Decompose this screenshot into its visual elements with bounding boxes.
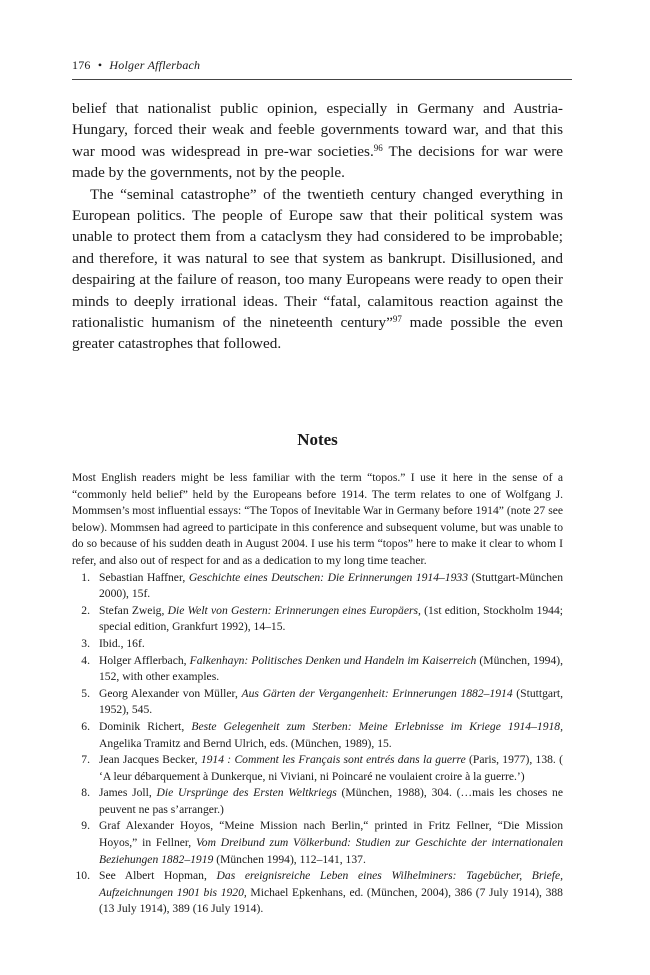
note-item [72, 570, 563, 603]
note-title: Die Welt von Gestern: Erinnerungen eines Europäers, [167, 603, 421, 617]
running-head-author: Holger Afflerbach [109, 58, 201, 72]
note-text: Holger Afflerbach, [99, 653, 190, 667]
header-separator: • [97, 58, 103, 72]
notes-heading: Notes [297, 430, 338, 449]
note-title: Die Ursprünge des Ersten Weltkriegs [156, 786, 337, 800]
note-text: Graf Alexander Hoyos, “Meine Mission nach Berlin,“ printed in Fritz Fellner, “Die Mission Hoyos,” in Fellner, [99, 819, 563, 850]
note-number: 6. [81, 719, 90, 733]
note-text: (Stuttgart-München 2000), 15f. [99, 570, 563, 601]
note-item [72, 752, 563, 785]
note-item [72, 686, 563, 719]
note-text: Stefan Zweig, [99, 603, 168, 617]
note-text: James Joll, [99, 786, 157, 800]
note-item [72, 653, 563, 686]
footnote-ref-97[interactable]: 97 [392, 314, 402, 325]
notes-list [72, 570, 563, 918]
paragraph-2-tail: made possible the even greater catastrophes that followed. [72, 314, 564, 353]
paragraph-1-tail: The decisions for war were made by the governments, not by the people. [72, 142, 563, 182]
note-number: 9. [81, 819, 90, 833]
note-title: 1914 : Comment les Français sont entrés dans la guerre [200, 753, 466, 767]
note-text: (Paris, 1977), 138. ( ‘A leur débarquement à Dunkerque, ni Viviani, ni Poincaré ne voulaient croire à la guerre.’) [99, 753, 563, 783]
note-title: Falkenhayn: Politisches Denken und Handeln im Kaiserreich [189, 653, 477, 667]
note-title: Aus Gärten der Vergangenheit: Erinnerungen 1882–1914 [241, 686, 513, 700]
note-item [72, 785, 563, 818]
note-number: 4. [81, 653, 90, 667]
footnote-ref-96[interactable]: 96 [373, 142, 383, 153]
note-number: 2. [81, 603, 90, 617]
note-text: Jean Jacques Becker, [99, 753, 201, 767]
note-text: (München 1994), 112–141, 137. [213, 852, 366, 866]
note-item [72, 818, 563, 868]
note-number: 10. [75, 869, 90, 883]
running-head [72, 58, 200, 73]
note-text: Georg Alexander von Müller, [99, 686, 242, 700]
note-item [72, 636, 563, 653]
paragraph-1-text: belief that nationalist public opinion, especially in Germany and Austria-Hungary, forced their weak and feeble governments toward war, and that this war mood was widespread in pre-war societies. [72, 100, 563, 160]
note-item [72, 603, 563, 636]
note-number: 3. [81, 636, 90, 650]
note-text: See Albert Hopman, [99, 869, 217, 883]
note-number: 5. [81, 686, 90, 700]
note-text: (München, 1994), 152, with other examples. [99, 653, 564, 684]
paragraph-2-text: The “seminal catastrophe” of the twentieth century changed everything in European politics. The people of Europe saw that their political system was unable to protect them from a cataclysm they had considered to be improbable; and therefore, it was natural to see that system as bankrupt. Disillusioned, and despairing at the failure of reason, too many Europeans were ready to open their minds to deeply irrational ideas. Their “fatal, calamitous reaction against the rationalistic humanism of the nineteenth century” [72, 185, 563, 332]
note-text: (Stuttgart, 1952), 545. [99, 686, 564, 717]
note-text: Michael Epkenhans, ed. (München, 2004), 386 (7 July 1914), 388 (13 July 1914), 389 (16 July 1914). [99, 885, 563, 916]
notes-intro: Most English readers might be less familiar with the term “topos.” I use it here in the sense of a “commonly held belief” held by the Europeans before 1914. The term relates to one of Wolfgang J. Mommsen’s most influential essays: “The Topos of Inevitable War in Germany before 1914” (note 27 see below). Mommsen had agreed to participate in this conference and subsequent volume, but was unable to do so because of his sudden death in August 2004. I use his term “topos” here to make it clear to whom I refer, and also out of respect for and as a dedication to my long time teacher. [72, 471, 563, 567]
note-title: Vom Dreibund zum Völkerbund: Studien zur Geschichte der internationalen Beziehungen 1882–1919 [99, 836, 563, 866]
paragraph-1 [72, 98, 563, 184]
note-title: Das ereignisreiche Leben eines Wilhelminers: Tagebücher, Briefe, Aufzeichnungen 1901 bis 1920, [99, 869, 563, 899]
note-item [72, 868, 563, 918]
notes-section [72, 470, 563, 918]
page-number: 176 [72, 58, 91, 72]
body-text [72, 98, 563, 355]
note-text: Angelika Tramitz and Bernd Ulrich, eds. (München, 1989), 15. [99, 736, 392, 750]
note-number: 7. [81, 753, 90, 767]
note-number: 8. [81, 786, 90, 800]
note-title: Geschichte eines Deutschen: Die Erinnerungen 1914–1933 [188, 570, 468, 584]
note-text: Ibid., 16f. [99, 636, 145, 650]
note-text: (München, 1988), 304. (…mais les choses ne peuvent ne pas s’arranger.) [99, 786, 564, 816]
note-text: Dominik Richert, [99, 719, 192, 733]
note-title: Beste Gelegenheit zum Sterben: Meine Erlebnisse im Kriege 1914–1918, [191, 719, 563, 733]
paragraph-2 [72, 184, 563, 355]
note-text: (1st edition, Stockholm 1944; special edition, Grankfurt 1992), 14–15. [99, 603, 563, 634]
note-number: 1. [81, 570, 90, 584]
note-item [72, 719, 563, 752]
note-text: Sebastian Haffner, [99, 570, 189, 584]
header-rule [72, 79, 572, 80]
